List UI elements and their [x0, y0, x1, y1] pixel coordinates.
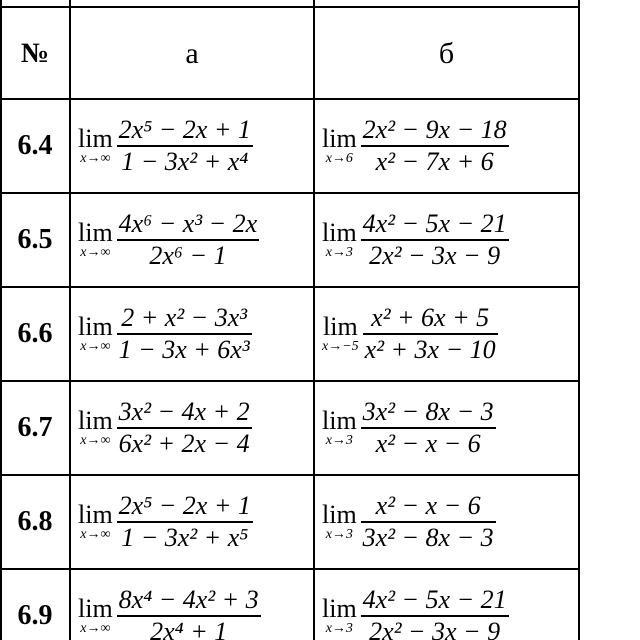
limit-word: lim	[78, 594, 113, 623]
fraction-denominator: 2x² − 3x − 9	[369, 616, 501, 640]
fraction	[117, 303, 252, 365]
header-column-a: а	[185, 37, 199, 70]
fraction	[117, 585, 261, 640]
limit-subscript: x→∞	[80, 527, 111, 542]
limit-expression-a	[78, 288, 252, 380]
fraction-numerator: 4x² − 5x − 21	[362, 209, 507, 239]
fraction	[361, 491, 496, 553]
limit-operator	[78, 220, 113, 260]
limit-expression-a	[78, 100, 253, 192]
limit-expression-a	[78, 476, 253, 568]
fraction	[361, 115, 509, 177]
limit-subscript: x→∞	[80, 245, 111, 260]
limit-operator	[78, 126, 113, 166]
limit-operator	[322, 126, 357, 166]
fraction-denominator: 1 − 3x² + x⁵	[121, 522, 249, 552]
row-number: 6.8	[17, 506, 53, 537]
fraction	[361, 585, 509, 640]
limit-word: lim	[322, 124, 357, 153]
row-number: 6.4	[17, 130, 53, 161]
fraction-numerator: 2x⁵ − 2x + 1	[118, 491, 251, 521]
limit-expression-b	[322, 476, 496, 568]
limit-word: lim	[322, 406, 357, 435]
limit-operator	[78, 502, 113, 542]
limit-subscript: x→∞	[80, 433, 111, 448]
fraction-numerator: 3x² − 8x − 3	[362, 397, 494, 427]
row-number: 6.9	[17, 600, 53, 631]
limit-expression-a	[78, 382, 252, 474]
fraction	[117, 115, 253, 177]
limit-expression-b	[322, 570, 509, 640]
fraction-numerator: 2 + x² − 3x³	[121, 303, 248, 333]
fraction	[361, 209, 509, 271]
limit-expression-b	[322, 288, 498, 380]
fraction-denominator: 2x⁴ + 1	[150, 616, 228, 640]
limit-subscript: x→−5	[322, 339, 359, 354]
limit-word: lim	[78, 312, 113, 341]
fraction	[117, 397, 252, 459]
limit-word: lim	[322, 594, 357, 623]
fraction-denominator: x² − 7x + 6	[375, 146, 494, 176]
limit-word: lim	[78, 218, 113, 247]
fraction-numerator: x² − x − 6	[375, 491, 481, 521]
limit-word: lim	[78, 500, 113, 529]
limit-operator	[322, 314, 359, 354]
fraction-numerator: 4x⁶ − x³ − 2x	[118, 209, 258, 239]
limit-subscript: x→∞	[80, 151, 111, 166]
limit-operator	[322, 596, 357, 636]
row-number: 6.6	[17, 318, 53, 349]
fraction-denominator: 2x² − 3x − 9	[369, 240, 501, 270]
fraction	[117, 209, 260, 271]
limit-expression-b	[322, 100, 509, 192]
header-number: №	[20, 38, 50, 69]
fraction-numerator: x² + 6x + 5	[371, 303, 490, 333]
limit-operator	[322, 408, 357, 448]
limit-operator	[322, 502, 357, 542]
limit-expression-b	[322, 194, 509, 286]
limit-operator	[78, 408, 113, 448]
fraction	[361, 397, 496, 459]
limit-word: lim	[322, 218, 357, 247]
limit-subscript: x→6	[325, 151, 353, 166]
row-number: 6.5	[17, 224, 53, 255]
limit-word: lim	[323, 312, 358, 341]
limit-word: lim	[78, 124, 113, 153]
fraction-denominator: 2x⁶ − 1	[149, 240, 227, 270]
limit-operator	[78, 314, 113, 354]
limit-subscript: x→∞	[80, 621, 111, 636]
fraction-denominator: x² + 3x − 10	[364, 334, 496, 364]
limit-subscript: x→3	[325, 433, 353, 448]
fraction-numerator: 4x² − 5x − 21	[362, 585, 507, 615]
row-number: 6.7	[17, 412, 53, 443]
fraction-denominator: 6x² + 2x − 4	[118, 428, 250, 458]
fraction-numerator: 2x² − 9x − 18	[362, 115, 507, 145]
limit-expression-b	[322, 382, 496, 474]
fraction	[363, 303, 498, 365]
header-column-b: б	[438, 37, 455, 70]
limit-subscript: x→3	[325, 621, 353, 636]
limit-subscript: x→3	[325, 527, 353, 542]
limit-word: lim	[78, 406, 113, 435]
limit-subscript: x→∞	[80, 339, 111, 354]
fraction-numerator: 2x⁵ − 2x + 1	[118, 115, 251, 145]
fraction	[117, 491, 253, 553]
limit-subscript: x→3	[325, 245, 353, 260]
fraction-denominator: 3x² − 8x − 3	[362, 522, 494, 552]
fraction-numerator: 8x⁴ − 4x² + 3	[118, 585, 259, 615]
limit-operator	[78, 596, 113, 636]
limit-expression-a	[78, 194, 259, 286]
fraction-denominator: x² − x − 6	[375, 428, 481, 458]
limit-operator	[322, 220, 357, 260]
fraction-numerator: 3x² − 4x + 2	[118, 397, 250, 427]
fraction-denominator: 1 − 3x + 6x³	[118, 334, 250, 364]
limit-word: lim	[322, 500, 357, 529]
fraction-denominator: 1 − 3x² + x⁴	[121, 146, 249, 176]
limit-expression-a	[78, 570, 261, 640]
